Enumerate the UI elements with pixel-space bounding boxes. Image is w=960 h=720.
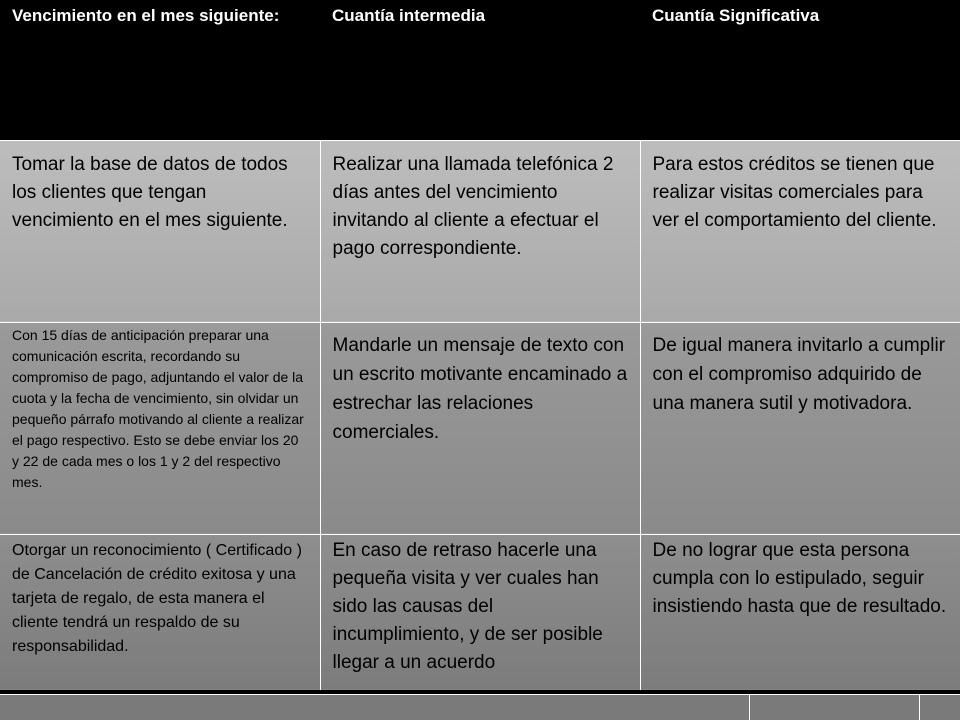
table-cell: Mandarle un mensaje de texto con un escrito motivante encaminado a estrechar las relaciones comerciales. (320, 322, 640, 534)
table-cell: Para estos créditos se tienen que realizar visitas comerciales para ver el comportamiento del cliente. (640, 140, 960, 322)
table-cell: De igual manera invitarlo a cumplir con el compromiso adquirido de una manera sutil y motivadora. (640, 322, 960, 534)
bottom-strip-segment (749, 694, 919, 720)
table-bottom-strip (0, 694, 960, 720)
header-cuantia-intermedia: Cuantía intermedia (320, 0, 640, 140)
table-row (0, 322, 960, 534)
header-vencimiento: Vencimiento en el mes siguiente: (0, 0, 320, 140)
table-cell: Tomar la base de datos de todos los clientes que tengan vencimiento en el mes siguiente. (0, 140, 320, 322)
table-cell: En caso de retraso hacerle una pequeña visita y ver cuales han sido las causas del incumplimiento, y de ser posible llegar a un acuerdo (320, 534, 640, 690)
header-cuantia-significativa: Cuantía Significativa (640, 0, 960, 140)
table-cell: Realizar una llamada telefónica 2 días antes del vencimiento invitando al cliente a efectuar el pago correspondiente. (320, 140, 640, 322)
table-cell: De no lograr que esta persona cumpla con lo estipulado, seguir insistiendo hasta que de resultado. (640, 534, 960, 690)
table-row (0, 140, 960, 322)
table-cell: Con 15 días de anticipación preparar una comunicación escrita, recordando su compromiso de pago, adjuntando el valor de la cuota y la fecha de vencimiento, sin olvidar un pequeño párrafo motivando al cliente a realizar el pago respectivo. Esto se debe enviar los 20 y 22 de cada mes o los 1 y 2 del respectivo mes. (0, 322, 320, 534)
table-cell: Otorgar un reconocimiento ( Certificado ) de Cancelación de crédito exitosa y una tarjeta de regalo, de esta manera el cliente tendrá un respaldo de su responsabilidad. (0, 534, 320, 690)
header-row (0, 0, 960, 140)
bottom-strip-segment (0, 694, 749, 720)
bottom-strip-segment (919, 694, 960, 720)
table-row (0, 534, 960, 690)
